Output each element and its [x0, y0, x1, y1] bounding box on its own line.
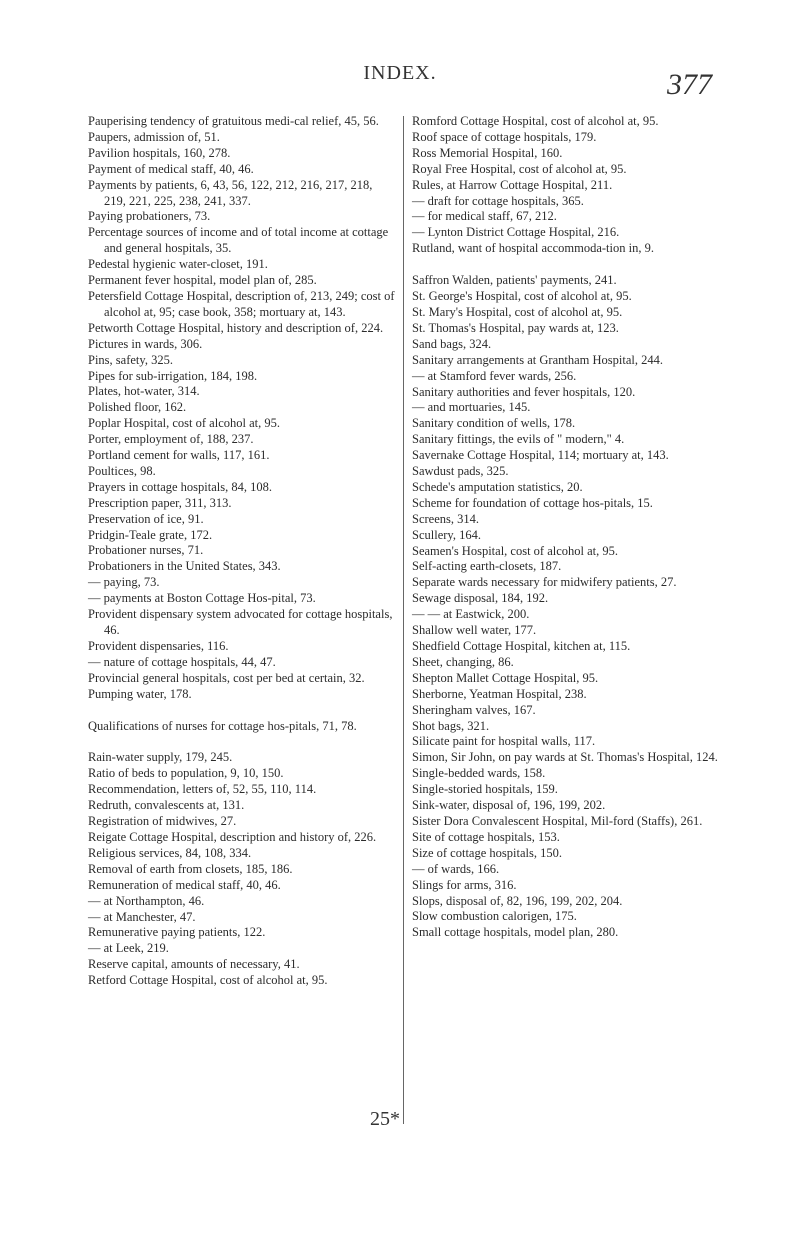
index-entry: Poplar Hospital, cost of alcohol at, 95. [88, 416, 280, 431]
index-entry: Pictures in wards, 306. [88, 336, 203, 351]
index-entry: Pavilion hospitals, 160, 278. [88, 145, 231, 160]
index-entry: Separate wards necessary for midwifery patients, 27. [412, 575, 677, 590]
printer-signature: 25* [370, 1108, 400, 1130]
index-entry: — at Northampton, 46. [88, 893, 205, 908]
index-entry: — nature of cottage hospitals, 44, 47. [88, 654, 276, 669]
index-entry: Payments by patients, 6, 43, 56, 122, 212, 216, 217, 218, 219, 221, 225, 238, 241, 337. [88, 177, 373, 208]
index-entry: Reigate Cottage Hospital, description and history of, 226. [88, 829, 377, 844]
index-entry: Probationer nurses, 71. [88, 543, 204, 558]
index-entry: Plates, hot-water, 314. [88, 384, 200, 399]
index-entry: Religious services, 84, 108, 334. [88, 845, 252, 860]
index-entry: Slings for arms, 316. [412, 877, 517, 892]
index-entry: Self-acting earth-closets, 187. [412, 559, 562, 574]
index-entry: Pipes for sub-irrigation, 184, 198. [88, 368, 258, 383]
index-entry: Sanitary authorities and fever hospitals, 120. [412, 384, 636, 399]
index-entry: Schede's amputation statistics, 20. [412, 479, 583, 494]
index-entry: Percentage sources of income and of total income at cottage and general hospitals, 35. [88, 225, 389, 256]
index-entry: Provident dispensaries, 116. [88, 638, 229, 653]
index-entry: Paying probationers, 73. [88, 209, 211, 224]
index-entry: Silicate paint for hospital walls, 117. [412, 734, 596, 749]
index-entry: Rain-water supply, 179, 245. [88, 750, 233, 765]
index-entry: Poultices, 98. [88, 463, 156, 478]
index-entry: Savernake Cottage Hospital, 114; mortuary at, 143. [412, 448, 669, 463]
index-entry: Prayers in cottage hospitals, 84, 108. [88, 479, 272, 494]
index-entry: Sanitary arrangements at Grantham Hospital, 244. [412, 352, 663, 367]
index-entry: Polished floor, 162. [88, 400, 187, 415]
index-entry: Provident dispensary system advocated for cottage hospitals, 46. [88, 607, 393, 637]
index-entry: Sand bags, 324. [412, 336, 492, 351]
index-entry: — and mortuaries, 145. [412, 400, 531, 415]
index-entry: Ratio of beds to population, 9, 10, 150. [88, 766, 284, 781]
index-entry: Sewage disposal, 184, 192. [412, 591, 549, 606]
index-column-right [412, 114, 720, 941]
index-entry: Portland cement for walls, 117, 161. [88, 448, 270, 463]
index-entry: — Lynton District Cottage Hospital, 216. [412, 225, 620, 240]
index-column-left [88, 114, 396, 989]
index-entry: — of wards, 166. [412, 861, 500, 876]
index-entry: Sheringham valves, 167. [412, 702, 536, 717]
index-entry: Romford Cottage Hospital, cost of alcohol at, 95. [412, 114, 659, 128]
index-entry: Royal Free Hospital, cost of alcohol at, 95. [412, 161, 627, 176]
index-entry: Shallow well water, 177. [412, 623, 537, 638]
index-entry: Registration of midwives, 27. [88, 814, 237, 829]
index-entry: Sawdust pads, 325. [412, 464, 509, 479]
index-entry: Scheme for foundation of cottage hos-pitals, 15. [412, 495, 653, 510]
index-entry: — — at Eastwick, 200. [412, 607, 530, 622]
index-entry: Shedfield Cottage Hospital, kitchen at, 115. [412, 639, 631, 653]
index-entry: Size of cottage hospitals, 150. [412, 845, 562, 860]
index-entry: St. Thomas's Hospital, pay wards at, 123. [412, 320, 619, 335]
index-entry: — paying, 73. [88, 575, 160, 590]
index-entry: Sanitary condition of wells, 178. [412, 416, 576, 431]
index-entry: Scullery, 164. [412, 527, 481, 542]
index-entry: Single-storied hospitals, 159. [412, 782, 558, 797]
index-entry: Remunerative paying patients, 122. [88, 925, 266, 940]
index-entry: Petworth Cottage Hospital, history and description of, 224. [88, 320, 384, 335]
index-entry: Screens, 314. [412, 511, 479, 526]
index-entry: Pedestal hygienic water-closet, 191. [88, 257, 268, 272]
index-entry: Porter, employment of, 188, 237. [88, 432, 254, 447]
column-divider [403, 116, 404, 1124]
index-entry: St. George's Hospital, cost of alcohol at, 95. [412, 289, 632, 304]
index-entry: Pauperising tendency of gratuitous medi-cal relief, 45, 56. [88, 114, 379, 128]
index-entry: Paupers, admission of, 51. [88, 129, 220, 144]
index-entry: Petersfield Cottage Hospital, description of, 213, 249; cost of alcohol at, 95; case book, 358; mortuary at, 143. [88, 288, 395, 319]
index-entry: Small cottage hospitals, model plan, 280. [412, 925, 619, 940]
index-entry: Probationers in the United States, 343. [88, 559, 281, 574]
index-entry: Sister Dora Convalescent Hospital, Mil-ford (Staffs), 261. [412, 813, 703, 828]
index-entry: Slops, disposal of, 82, 196, 199, 202, 204. [412, 893, 623, 908]
index-entry: Provincial general hospitals, cost per bed at certain, 32. [88, 670, 365, 685]
index-entry: Removal of earth from closets, 185, 186. [88, 861, 293, 876]
index-entry: Pins, safety, 325. [88, 352, 173, 367]
index-entry: Roof space of cottage hospitals, 179. [412, 129, 597, 144]
index-entry: Slow combustion calorigen, 175. [412, 909, 577, 924]
index-entry: Sheet, changing, 86. [412, 654, 514, 669]
index-entry: Shepton Mallet Cottage Hospital, 95. [412, 670, 599, 685]
index-entry: Rules, at Harrow Cottage Hospital, 211. [412, 177, 613, 192]
index-entry: Permanent fever hospital, model plan of, 285. [88, 273, 317, 288]
index-entry: Prescription paper, 311, 313. [88, 495, 232, 510]
index-entry: Remuneration of medical staff, 40, 46. [88, 877, 281, 892]
index-entry: Sherborne, Yeatman Hospital, 238. [412, 686, 587, 701]
page-header-title: INDEX. [363, 62, 437, 84]
index-entry: Simon, Sir John, on pay wards at St. Thomas's Hospital, 124. [412, 750, 718, 765]
index-entry: Retford Cottage Hospital, cost of alcohol at, 95. [88, 973, 328, 988]
index-entry: Seamen's Hospital, cost of alcohol at, 95. [412, 543, 619, 558]
index-entry: Pumping water, 178. [88, 686, 192, 701]
index-entry: Pridgin-Teale grate, 172. [88, 527, 213, 542]
index-entry: Redruth, convalescents at, 131. [88, 798, 245, 813]
index-entry: — at Manchester, 47. [88, 909, 196, 924]
index-entry: — draft for cottage hospitals, 365. [412, 193, 584, 208]
index-entry: Preservation of ice, 91. [88, 511, 204, 526]
index-entry: Saffron Walden, patients' payments, 241. [412, 273, 617, 288]
index-entry: Shot bags, 321. [412, 718, 490, 733]
index-entry: Qualifications of nurses for cottage hos-pitals, 71, 78. [88, 718, 357, 733]
index-entry: — payments at Boston Cottage Hos-pital, 73. [88, 591, 316, 606]
index-entry: Site of cottage hospitals, 153. [412, 829, 560, 844]
index-entry: Sink-water, disposal of, 196, 199, 202. [412, 798, 606, 813]
index-entry: Payment of medical staff, 40, 46. [88, 161, 254, 176]
index-entry: Rutland, want of hospital accommoda-tion in, 9. [412, 241, 654, 256]
index-entry: Sanitary fittings, the evils of " modern," 4. [412, 432, 625, 447]
index-entry: — at Leek, 219. [88, 941, 169, 956]
index-entry: Single-bedded wards, 158. [412, 766, 546, 781]
index-entry: — for medical staff, 67, 212. [412, 209, 557, 224]
index-entry: Reserve capital, amounts of necessary, 41. [88, 957, 300, 972]
index-entry: Recommendation, letters of, 52, 55, 110, 114. [88, 782, 317, 797]
index-entry: St. Mary's Hospital, cost of alcohol at, 95. [412, 304, 623, 319]
page-number: 377 [667, 68, 712, 101]
index-entry: Ross Memorial Hospital, 160. [412, 145, 563, 160]
index-entry: — at Stamford fever wards, 256. [412, 368, 577, 383]
